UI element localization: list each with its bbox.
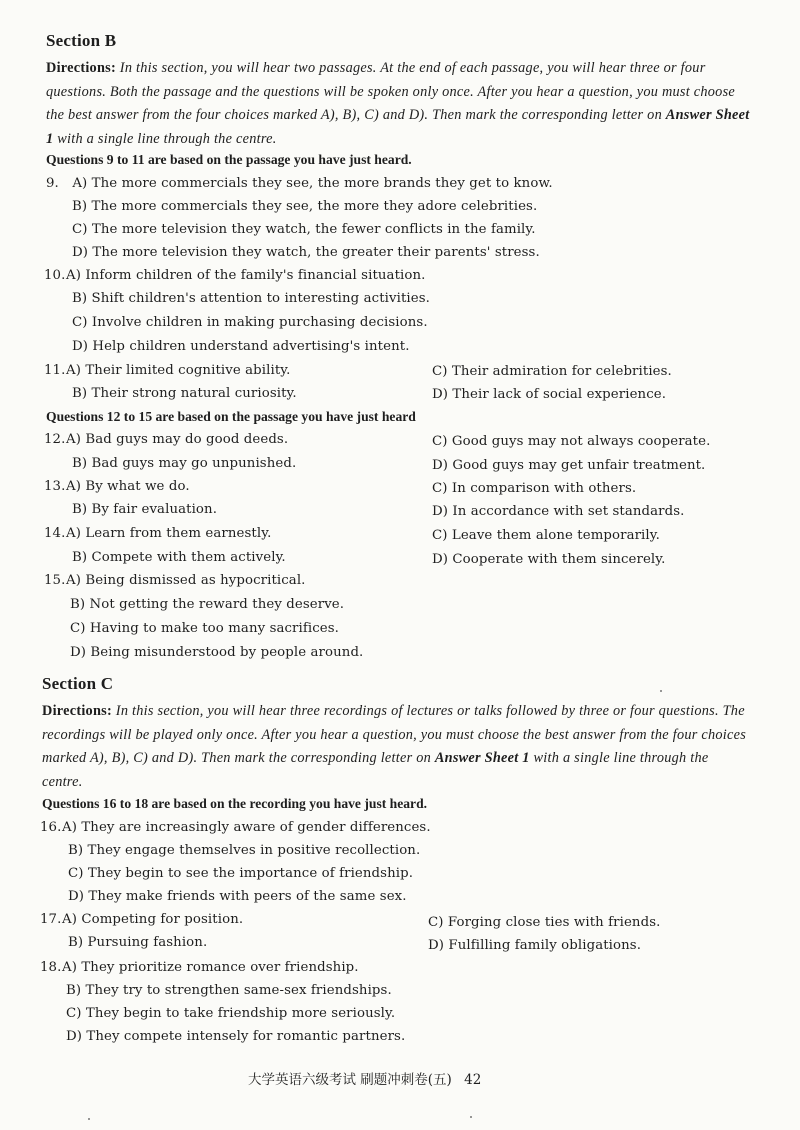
- question-13-option-c: C) In comparison with others.: [432, 481, 637, 496]
- directions-label: Directions:: [46, 60, 116, 76]
- directions-text-end: with a single line through the centre.: [42, 750, 709, 790]
- question-16-option-a: [40, 820, 431, 835]
- question-16-option-d: D) They make friends with peers of the same sex.: [68, 889, 407, 904]
- option-text: A) They are increasingly aware of gender differences.: [62, 820, 431, 835]
- question-18-option-c: C) They begin to take friendship more seriously.: [66, 1006, 396, 1021]
- question-13-option-d: D) In accordance with set standards.: [432, 504, 685, 519]
- question-14-option-c: C) Leave them alone temporarily.: [432, 528, 660, 543]
- directions-text: In this section, you will hear three recordings of lectures or talks followed by three or four questions. The recordings will be played only once. After you hear a question, you must choose the best answer from the four choices marked A), B), C) and D). Then mark the corresponding letter on: [42, 703, 747, 766]
- question-13-option-b: B) By fair evaluation.: [72, 502, 218, 517]
- question-18-option-a: [40, 960, 359, 975]
- option-text: A) Inform children of the family's financial situation.: [66, 268, 426, 283]
- question-number: 15.: [44, 573, 66, 588]
- question-number: 9.: [46, 176, 59, 191]
- question-16-option-b: B) They engage themselves in positive recollection.: [68, 843, 421, 858]
- question-17-option-a: [40, 912, 243, 927]
- question-9-option-d: D) The more television they watch, the greater their parents' stress.: [72, 245, 540, 260]
- scan-speck: [660, 690, 662, 692]
- question-12-option-c: C) Good guys may not always cooperate.: [432, 434, 711, 449]
- question-16-option-c: C) They begin to see the importance of friendship.: [68, 866, 414, 881]
- question-13-option-a: [44, 479, 190, 494]
- question-number: 14.: [44, 526, 66, 541]
- question-15-option-c: C) Having to make too many sacrifices.: [70, 621, 340, 636]
- question-17-option-d: D) Fulfilling family obligations.: [428, 938, 642, 953]
- option-text: A) Competing for position.: [62, 912, 244, 927]
- question-18-option-b: B) They try to strengthen same-sex friendships.: [66, 983, 392, 998]
- question-group-heading-9-11: Questions 9 to 11 are based on the passage you have just heard.: [46, 152, 412, 167]
- directions-label: Directions:: [42, 703, 112, 719]
- question-group-heading-16-18: Questions 16 to 18 are based on the recording you have just heard.: [42, 796, 428, 811]
- question-number: 18.: [40, 960, 62, 975]
- question-17-option-c: C) Forging close ties with friends.: [428, 915, 661, 930]
- section-b-directions: [46, 57, 754, 151]
- question-12-option-a: [44, 432, 288, 447]
- page-footer: [248, 1068, 481, 1088]
- question-10-option-b: B) Shift children's attention to interesting activities.: [72, 291, 430, 306]
- question-12-option-d: D) Good guys may get unfair treatment.: [432, 458, 706, 473]
- option-text: A) Being dismissed as hypocritical.: [66, 573, 306, 588]
- option-text: A) Learn from them earnestly.: [66, 526, 272, 541]
- option-text: A) By what we do.: [66, 479, 190, 494]
- option-text: A) The more commercials they see, the more brands they get to know.: [72, 176, 553, 191]
- question-number: 13.: [44, 479, 66, 494]
- question-14-option-d: D) Cooperate with them sincerely.: [432, 552, 666, 567]
- question-14-option-b: B) Compete with them actively.: [72, 550, 286, 565]
- directions-text: In this section, you will hear two passages. At the end of each passage, you will hear three or four questions. Both the passage and the questions will be spoken only once. After you hear a question, you must choose the best answer from the four choices marked A), B), C) and D). Then mark the corresponding letter on: [46, 60, 735, 123]
- question-10-option-c: C) Involve children in making purchasing decisions.: [72, 315, 428, 330]
- question-11-option-a: [44, 363, 290, 378]
- question-15-option-d: D) Being misunderstood by people around.: [70, 645, 364, 660]
- option-text: A) Their limited cognitive ability.: [66, 363, 291, 378]
- directions-text-end: with a single line through the centre.: [53, 130, 277, 147]
- page-number: 42: [464, 1072, 482, 1088]
- question-10-option-d: D) Help children understand advertising's intent.: [72, 339, 410, 354]
- question-11-option-d: D) Their lack of social experience.: [432, 387, 667, 402]
- question-17-option-b: B) Pursuing fashion.: [68, 935, 208, 950]
- question-18-option-d: D) They compete intensely for romantic partners.: [66, 1029, 406, 1044]
- question-9-option-a: [46, 176, 553, 191]
- question-number: 12.: [44, 432, 66, 447]
- footer-title: 大学英语六级考试 刷题冲刺卷(五): [248, 1072, 452, 1088]
- scan-speck: [88, 1118, 90, 1120]
- option-text: A) Bad guys may do good deeds.: [66, 432, 289, 447]
- section-b-title: Section B: [46, 31, 117, 50]
- question-number: 11.: [44, 363, 66, 378]
- question-11-option-b: B) Their strong natural curiosity.: [72, 386, 297, 401]
- question-9-option-c: C) The more television they watch, the fewer conflicts in the family.: [72, 222, 536, 237]
- question-group-heading-12-15: Questions 12 to 15 are based on the passage you have just heard: [46, 409, 416, 424]
- question-number: 10.: [44, 268, 66, 283]
- option-text: A) They prioritize romance over friendship.: [62, 960, 359, 975]
- scan-speck: [470, 1116, 472, 1118]
- question-number: 17.: [40, 912, 62, 927]
- question-10-option-a: [44, 268, 425, 283]
- question-15-option-b: B) Not getting the reward they deserve.: [70, 597, 345, 612]
- question-15-option-a: [44, 573, 306, 588]
- section-c-directions: [42, 700, 748, 794]
- question-9-option-b: B) The more commercials they see, the more they adore celebrities.: [72, 199, 538, 214]
- question-14-option-a: [44, 526, 271, 541]
- answer-sheet-ref: Answer Sheet 1: [434, 750, 530, 766]
- question-number: 16.: [40, 820, 62, 835]
- question-11-option-c: C) Their admiration for celebrities.: [432, 364, 672, 379]
- answer-sheet-ref: Answer Sheet 1: [46, 107, 750, 147]
- question-12-option-b: B) Bad guys may go unpunished.: [72, 456, 297, 471]
- section-c-title: Section C: [42, 674, 114, 693]
